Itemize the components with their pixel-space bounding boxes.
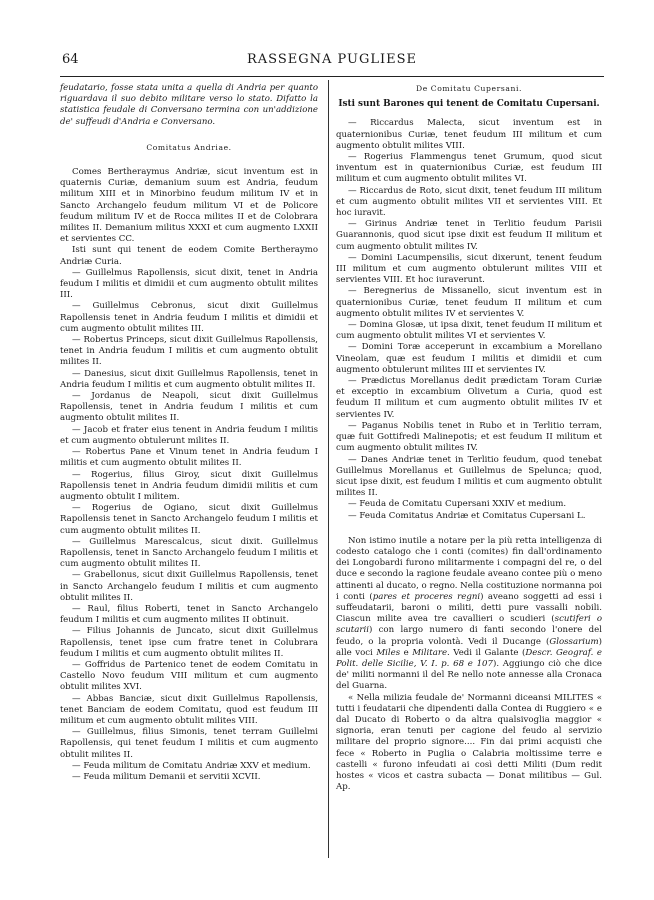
commentary-italic: scutiferi o scutarii [336,614,602,636]
total-line: — Feuda militum Demanii et servitii XCVII. [72,771,261,782]
paragraph: Isti sunt qui tenent de eodem Comite Bertheraymo Andriæ Curia. [60,245,318,267]
entry: — Rogerius, filius Giroy, sicut dixit Guillelmus Rapollensis tenet in Andria feudum dimidii militis et cum augmento obtulit I militem. [60,469,318,502]
entry: — Raul, filius Roberti, tenet in Sancto Archangelo feudum I militis et cum augmento milites II obtinuit. [60,603,318,626]
commentary-text: ). Aggiungo ciò che dice de' militi normanni il del Re nello note annesse alla Cronaca del Guarna. [336,658,603,692]
commentary-text: ) alle voci [336,636,602,658]
entry: — Rogerius Flammengus tenet Grumum, quod sicut inventum est in quaternionibus Curiæ, est feudum III militum et cum augmento obtulit milites VI. [336,152,602,185]
entry: — Robertus Pane et Vinum tenet in Andria feudum I militis et cum augmento obtulit milites II. [60,447,318,469]
entry: — Domini Toræ acceperunt in excambium a Morellano Vineolam, quæ est feudum I militis et dimidii et cum augmento obtulerunt milites III et servientes IV. [336,342,602,375]
entry: — Danes Andriæ tenet in Terlitio feudum, quod tenebat Guillelmus Morellanus et Guillelmus de Spelunca; quod, sicut ipse dixit, est feudum I militis et cum augmento obtulit milites II. [336,454,602,499]
intro-text: feudatario, fosse stata unita a quella di Andria per quanto riguardava il suo debito militare verso lo stato. Difatto la statistica feudale di Conversano termina con un'addizione de' suffeudi d'Andria e Conversano. [60,83,318,127]
commentary-paragraph [336,536,602,693]
page-number: 64 [62,52,79,67]
total-line: — Feuda Comitatus Andriæ et Comitatus Cupersani L. [348,510,586,521]
entry: — Rogerius de Ogiano, sicut dixit Guillelmus Rapollensis tenet in Sancto Archangelo feudum I militis et cum augmento obtulit milites II. [60,503,318,536]
commentary-text: e [400,647,413,658]
entry: — Filius Johannis de Juncato, sicut dixit Guillelmus Rapollensis, tenet ipse cum fratre tenet in Colubrara feudum I militis et cum augmento obtulit milites II. [60,626,318,659]
section-heading-andria: Comitatus Andriae. [146,142,232,152]
section-subheading: Isti sunt Barones qui tenent de Comitatu Cupersani. [338,99,600,110]
entry: — Guillelmus Rapollensis, sicut dixit, tenet in Andria feudum I militis et dimidii et cum augmento obtulit milites III. [60,267,318,301]
commentary-italic: Miles [376,647,401,658]
commentary-text: . Vedi il Galante ( [447,647,526,658]
commentary-italic: Militare [412,647,448,658]
entry: — Guillelmus Marescalcus, sicut dixit. Guillelmus Rapollensis, tenet in Sancto Archangelo feudum I militis et cum augmento obtulit milites II. [60,536,318,570]
right-column [336,83,602,793]
entry: — Domini Lacumpensilis, sicut dixerunt, tenent feudum III militum et cum augmento obtulerunt milites VIII et servientes VIII. Et hoc iuraverunt. [336,252,602,286]
journal-title: RASSEGNA PUGLIESE [246,52,418,67]
commentary-text: ) aveano soggetti ad essi i suffeudatarii, baroni o militi, detti pure vassalli nobili. Ciascun milite avea tre cavallieri o scudieri ( [336,591,602,625]
entry: — Goffridus de Partenico tenet de eodem Comitatu in Castello Novo feudum VIII militum et cum augmento obtulit milites XVI. [60,659,318,693]
left-column [60,83,318,783]
commentary-text: ) con largo numero di fanti secondo l'onere del feudo, o la propria volontà. Vedi il Ducange ( [336,625,602,647]
entry: — Domina Glosæ, ut ipsa dixit, tenet feudum II militum et cum augmento obtulit milites VI et servientes V. [336,320,602,342]
entry: — Guillelmus, filius Simonis, tenet terram Guillelmi Rapollensis, qui tenet feudum I militis et cum augmento obtulit milites II. [60,727,318,760]
entry: — Robertus Princeps, sicut dixit Guillelmus Rapollensis, tenet in Andria feudum I militis et cum augmento obtulit milites II. [60,335,318,368]
commentary-text: Non istimo inutile a notare per la più retta intelligenza di codesto catalogo che i conti (comites) fin dall'ordinamento dei Longobardi furono militarmente i compagni del re, o del duce e secondo la ragione feudale aveano contee più o meno attinenti al ducato, o regno. Nella costituzione normanna poi i conti ( [336,535,602,602]
entry: — Jacob et frater eius tenent in Andria feudum I militis et cum augmento obtulerunt milites II. [60,424,318,446]
header-rule [60,76,604,77]
entry: — Riccardus de Roto, sicut dixit, tenet feudum III militum et cum augmento obtulit milites VII et servientes VIII. Et hoc iuravit. [336,185,602,219]
section-heading-cupersani: De Comitatu Cupersani. [416,84,522,93]
quote-block: « Nella milizia feudale de' Normanni diceansi MILITES « tutti i feudatarii che dipendenti dalla Contea di Ruggiero « e dal Ducato di Roberto o da altra qualsivoglia maggior « signoria, eran tenuti per cagione del feudo al servizio militare del proprio signore.... Fin dai primi acquisti che fece « Roberto in Puglia o Calabria moltissime terre e castelli « furono infeudati ai così detti Militi (Dum redit hostes « vicos et castra subacta — Donat militibus — Gul. Ap. [336,692,602,793]
entry: — Prædictus Morellanus dedit prædictam Toram Curiæ et exceptio in excambium Olivetum a Curia, quod est feudum II militum et cum augmento obtulit milites IV et servientes IV. [336,376,602,420]
entry: — Guillelmus Cebronus, sicut dixit Guillelmus Rapollensis tenet in Andria feudum I militis et dimidii et cum augmento obtulit milites III. [60,301,318,334]
entry: — Jordanus de Neapoli, sicut dixit Guillelmus Rapollensis, tenet in Andria feudum I militis et cum augmento obtulit milites II. [60,391,318,424]
total-line: — Feuda de Comitatu Cupersani XXIV et medium. [348,499,567,510]
total-line: — Feuda militum de Comitatu Andriæ XXV et medium. [72,760,311,771]
commentary-italic: Glossarium [549,636,599,647]
entry: — Girinus Andriæ tenet in Terlitio feudum Parisii Guarannonis, quod sicut ipse dixit est feudum II militum et cum augmento obtulit milites IV. [336,219,602,252]
entry: — Grabellonus, sicut dixit Guillelmus Rapollensis, tenet in Sancto Archangelo feudum I militis et cum augmento obtulit milites II. [60,570,318,603]
running-header [62,52,602,70]
commentary-italic: Descr. Geograf. e Polit. delle Sicilie, V. I. p. 68 e 107 [336,647,602,669]
entry: — Abbas Banciæ, sicut dixit Guillelmus Rapollensis, tenet Banciam de eodem Comitatu, quod est feudum III militum et cum augmento obtulit milites VIII. [60,693,318,726]
entry: — Paganus Nobilis tenet in Rubo et in Terlitio terram, quæ fuit Gottifredi Malinepotis; et est feudum II militum et cum augmento obtulit milites IV. [336,420,602,454]
entry: — Danesius, sicut dixit Guillelmus Rapollensis, tenet in Andria feudum I militis et cum augmento obtulit milites II. [60,368,318,390]
entry: — Riccardus Malecta, sicut inventum est in quaternionibus Curiæ, tenet feudum III militum et cum augmento obtulit milites VIII. [336,118,602,151]
column-divider [328,80,329,858]
paragraph: Comes Bertheraymus Andriæ, sicut inventum est in quaternis Curiæ, demanium suum est Andria, feudum militum XIII et in Minorbino feudum militum IV et in Sancto Archangelo feudum militum VI et de Policore feudum militum IV et de Rocca milites II et de Colobrara milites II. Demanium militus XXXI et cum augmento LXXII et servientes CC. [60,167,318,245]
commentary-italic: pares et proceres regni [372,591,481,602]
entry: — Beregnerius de Missanello, sicut inventum est in quaternionibus Curiæ, tenet feudum II militum et cum augmento obtulit milites IV et servientes V. [336,286,602,319]
